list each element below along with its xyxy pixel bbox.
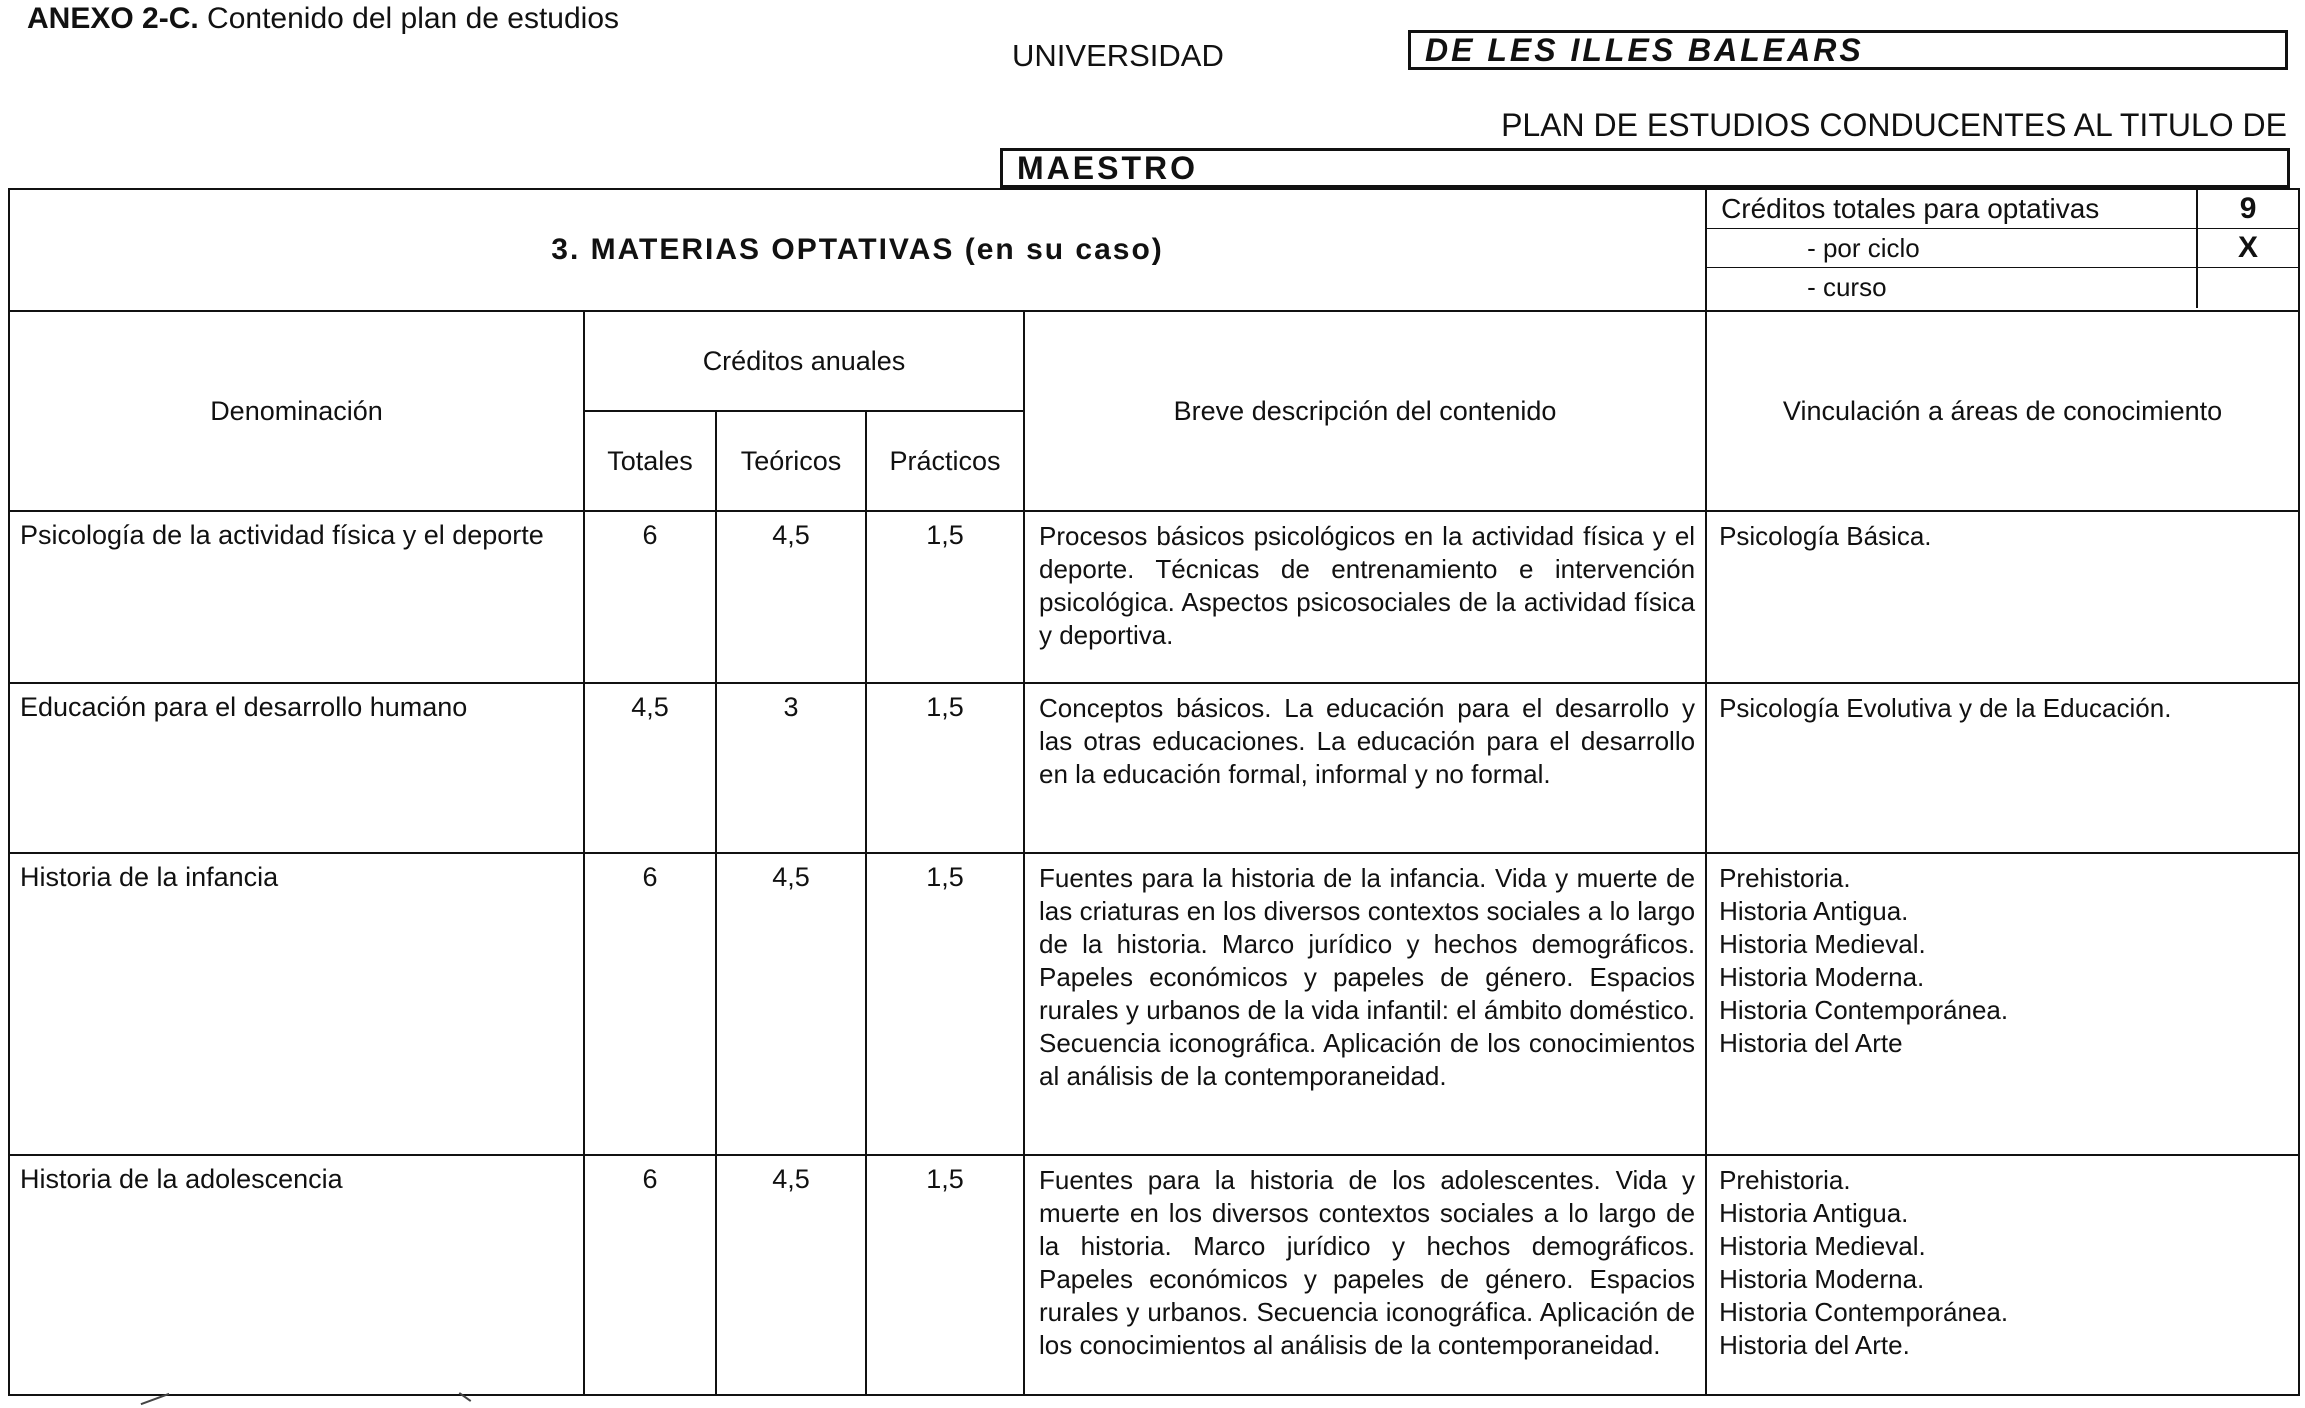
credits-theory: 4,5	[716, 511, 866, 683]
plan-label: PLAN DE ESTUDIOS CONDUCENTES AL TITULO DE	[1501, 107, 2287, 143]
credits-practice: 1,5	[866, 683, 1024, 853]
area-item: Historia del Arte	[1719, 1028, 1903, 1058]
subject-name: Educación para el desarrollo humano	[9, 683, 584, 853]
per-cycle-row	[1707, 229, 2298, 268]
credits-theory: 4,5	[716, 1155, 866, 1395]
col-header-areas: Vinculación a áreas de conocimiento	[1706, 311, 2299, 511]
table-row	[9, 1155, 2299, 1395]
credits-total: 4,5	[584, 683, 716, 853]
section-title: 3. MATERIAS OPTATIVAS (en su caso)	[9, 189, 1706, 311]
area-item: Historia Contemporánea.	[1719, 995, 2009, 1025]
credits-practice: 1,5	[866, 853, 1024, 1155]
area-item: Historia del Arte.	[1719, 1330, 1910, 1360]
subject-description: Procesos básicos psicológicos en la actividad física y el deporte. Técnicas de entrenamiento e intervención psicológica. Aspectos psicosociales de la actividad física y deportiva.	[1024, 511, 1706, 683]
knowledge-areas	[1706, 511, 2299, 683]
subject-name: Psicología de la actividad física y el deporte	[9, 511, 584, 683]
per-cycle-label: - por ciclo	[1807, 233, 1920, 263]
credits-practice: 1,5	[866, 1155, 1024, 1395]
area-item: Historia Medieval.	[1719, 929, 1926, 959]
section-header-row	[9, 189, 2299, 311]
col-header-practice: Prácticos	[866, 411, 1024, 511]
table-row	[9, 683, 2299, 853]
area-item: Prehistoria.	[1719, 1165, 1851, 1195]
knowledge-areas	[1706, 683, 2299, 853]
per-course-row	[1707, 268, 2298, 308]
subject-description: Fuentes para la historia de los adolescentes. Vida y muerte en los diversos contextos sociales a lo largo de la historia. Marco jurídico y hechos demográficos. Papeles económicos y papeles de género. Espacios rurales y urbanos. Secuencia iconográfica. Aplicación de los conocimientos al análisis de la contemporaneidad.	[1024, 1155, 1706, 1395]
credits-total-label: Créditos totales para optativas	[1721, 193, 2100, 224]
column-header-row-1	[9, 311, 2299, 411]
degree-title-box: MAESTRO	[1000, 148, 2290, 188]
col-header-description: Breve descripción del contenido	[1024, 311, 1706, 511]
area-item: Psicología Evolutiva y de la Educación.	[1719, 693, 2172, 723]
credits-total: 6	[584, 511, 716, 683]
area-item: Prehistoria.	[1719, 863, 1851, 893]
table-row	[9, 853, 2299, 1155]
credits-total: 6	[584, 1155, 716, 1395]
knowledge-areas	[1706, 1155, 2299, 1395]
area-item: Historia Antigua.	[1719, 896, 1909, 926]
table-row	[9, 511, 2299, 683]
credits-practice: 1,5	[866, 511, 1024, 683]
area-item: Historia Moderna.	[1719, 1264, 1925, 1294]
university-name-box: DE LES ILLES BALEARS	[1408, 30, 2288, 70]
annex-label: ANEXO 2-C.	[27, 2, 199, 35]
annex-text: Contenido del plan de estudios	[207, 2, 620, 35]
knowledge-areas	[1706, 853, 2299, 1155]
subject-name: Historia de la infancia	[9, 853, 584, 1155]
col-header-credits: Créditos anuales	[584, 311, 1024, 411]
optional-subjects-table	[8, 188, 2300, 1396]
per-course-label: - curso	[1807, 272, 1887, 302]
subject-description: Fuentes para la historia de la infancia. Vida y muerte de las criaturas en los diversos contextos sociales a lo largo de la historia. Marco jurídico y hechos demográficos. Papeles económicos y papeles de género. Espacios rurales y urbanos de la vida infantil: el ámbito doméstico. Secuencia iconográfica. Aplicación de los conocimientos al análisis de la contemporaneidad.	[1024, 853, 1706, 1155]
per-course-value	[2196, 268, 2298, 308]
credits-theory: 3	[716, 683, 866, 853]
area-item: Historia Antigua.	[1719, 1198, 1909, 1228]
col-header-name: Denominación	[9, 311, 584, 511]
credits-total: 6	[584, 853, 716, 1155]
area-item: Historia Contemporánea.	[1719, 1297, 2009, 1327]
subject-name: Historia de la adolescencia	[9, 1155, 584, 1395]
university-label: UNIVERSIDAD	[1012, 38, 1224, 73]
credits-summary	[1706, 189, 2299, 311]
subject-description: Conceptos básicos. La educación para el desarrollo y las otras educaciones. La educación para el desarrollo en la educación formal, informal y no formal.	[1024, 683, 1706, 853]
col-header-total: Totales	[584, 411, 716, 511]
area-item: Historia Moderna.	[1719, 962, 1925, 992]
credits-total-row	[1707, 190, 2298, 229]
credits-theory: 4,5	[716, 853, 866, 1155]
col-header-theory: Teóricos	[716, 411, 866, 511]
per-cycle-value: X	[2196, 229, 2298, 267]
area-item: Psicología Básica.	[1719, 521, 1932, 551]
area-item: Historia Medieval.	[1719, 1231, 1926, 1261]
credits-total-value: 9	[2196, 190, 2298, 228]
annex-heading	[27, 2, 619, 36]
